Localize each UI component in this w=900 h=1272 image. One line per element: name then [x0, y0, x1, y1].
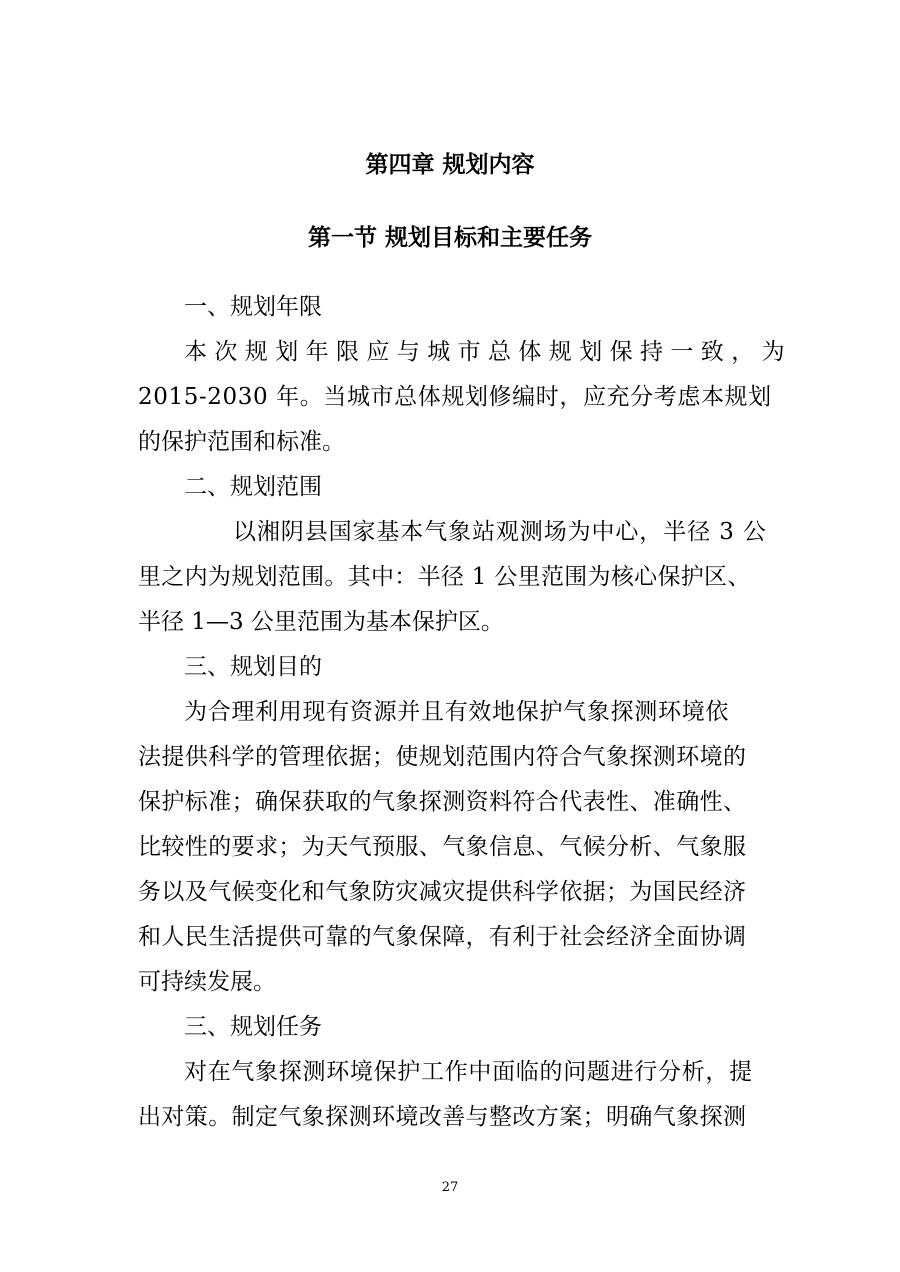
page-number: 27 — [441, 1180, 459, 1195]
paragraph-line: 的保护范围和标准。 — [138, 429, 345, 455]
paragraph-line: 里之内为规划范围。其中：半径 1 公里范围为核心保护区、 — [138, 564, 751, 590]
heading-planning-purpose: 三、规划目的 — [184, 654, 322, 680]
paragraph-line: 对在气象探测环境保护工作中面临的问题进行分析，提 — [184, 1059, 753, 1085]
heading-planning-scope: 二、规划范围 — [184, 474, 322, 500]
paragraph-line: 法提供科学的管理依据；使规划范围内符合气象探测环境的 — [138, 744, 747, 770]
body-text — [138, 285, 792, 1140]
paragraph-line: 以湘阴县国家基本气象站观测场为中心，半径 3 公 — [233, 519, 767, 545]
section-title: 第一节 规划目标和主要任务 — [307, 225, 592, 251]
paragraph-line: 本次规划年限应与城市总体规划保持一致，为 — [184, 339, 792, 365]
paragraph-line: 可持续发展。 — [138, 969, 276, 995]
paragraph-line: 保护标准；确保获取的气象探测资料符合代表性、准确性、 — [138, 789, 747, 815]
paragraph-line: 和人民生活提供可靠的气象保障，有利于社会经济全面协调 — [138, 924, 747, 950]
paragraph-line: 比较性的要求；为天气预服、气象信息、气候分析、气象服 — [138, 834, 747, 860]
paragraph-line: 为合理利用现有资源并且有效地保护气象探测环境依 — [184, 699, 730, 725]
paragraph-line: 务以及气候变化和气象防灾减灾提供科学依据；为国民经济 — [138, 879, 747, 905]
paragraph-line: 2015-2030 年。当城市总体规划修编时，应充分考虑本规划 — [138, 384, 772, 410]
heading-planning-tasks: 三、规划任务 — [184, 1014, 322, 1040]
heading-planning-years: 一、规划年限 — [184, 294, 322, 320]
paragraph-line: 出对策。制定气象探测环境改善与整改方案；明确气象探测 — [138, 1104, 747, 1130]
chapter-title: 第四章 规划内容 — [365, 152, 535, 178]
paragraph-line: 半径 1—3 公里范围为基本保护区。 — [138, 609, 504, 635]
